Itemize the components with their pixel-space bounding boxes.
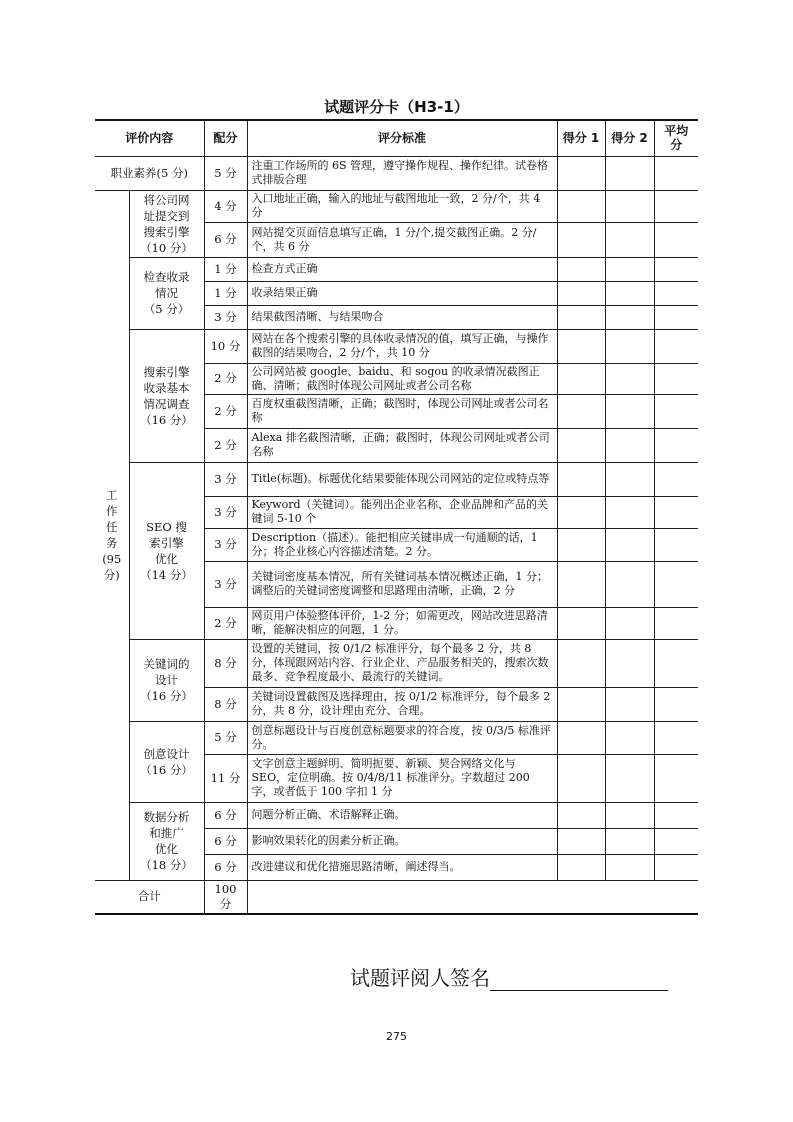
score1-cell[interactable] xyxy=(557,607,605,639)
score1-cell[interactable] xyxy=(557,639,605,687)
criteria-cell: 网站在各个搜索引擎的具体收录情况的值，填写正确，与操作截图的结果吻合，2 分/个，共 10 分 xyxy=(247,329,557,363)
average-cell[interactable] xyxy=(654,156,698,190)
points-cell: 1 分 xyxy=(204,281,247,305)
points-cell: 2 分 xyxy=(204,363,247,394)
average-cell[interactable] xyxy=(654,639,698,687)
score1-cell[interactable] xyxy=(557,754,605,802)
table-row xyxy=(95,329,698,363)
criteria-cell: 网页用户体验整体评价，1-2 分；如需更改，网站改进思路清晰，能解决相应的问题，1 分。 xyxy=(247,607,557,639)
criteria-cell: 创意标题设计与百度创意标题要求的符合度，按 0/3/5 标准评分。 xyxy=(247,721,557,754)
points-cell: 3 分 xyxy=(204,462,247,496)
score1-cell[interactable] xyxy=(557,561,605,607)
professional-label: 职业素养(5 分) xyxy=(95,156,204,190)
points-cell: 8 分 xyxy=(204,639,247,687)
criteria-cell: 改进建议和优化措施思路清晰，阐述得当。 xyxy=(247,854,557,880)
table-row xyxy=(95,802,698,828)
average-cell[interactable] xyxy=(654,462,698,496)
score2-cell[interactable] xyxy=(605,854,654,880)
table-row xyxy=(95,257,698,281)
average-cell[interactable] xyxy=(654,754,698,802)
score2-cell[interactable] xyxy=(605,363,654,394)
points-cell: 4 分 xyxy=(204,190,247,223)
signature-line xyxy=(350,962,668,991)
average-cell[interactable] xyxy=(654,802,698,828)
points-cell: 6 分 xyxy=(204,828,247,854)
average-cell[interactable] xyxy=(654,721,698,754)
average-cell[interactable] xyxy=(654,854,698,880)
score2-cell[interactable] xyxy=(605,828,654,854)
points-cell: 2 分 xyxy=(204,428,247,462)
points-cell: 10 分 xyxy=(204,329,247,363)
average-cell[interactable] xyxy=(654,607,698,639)
points-cell: 3 分 xyxy=(204,561,247,607)
task-group-label: 检查收录 情况 （5 分） xyxy=(129,257,204,329)
score2-cell[interactable] xyxy=(605,687,654,721)
score1-cell[interactable] xyxy=(557,462,605,496)
points-cell: 8 分 xyxy=(204,687,247,721)
score1-cell[interactable] xyxy=(557,854,605,880)
task-group-label: SEO 搜 索引擎 优化 （14 分） xyxy=(129,462,204,639)
score2-cell[interactable] xyxy=(605,329,654,363)
score2-cell[interactable] xyxy=(605,305,654,329)
total-blank-cell xyxy=(247,880,698,914)
header-criteria: 评分标准 xyxy=(247,120,557,156)
score1-cell[interactable] xyxy=(557,363,605,394)
table-row xyxy=(95,462,698,496)
criteria-cell: Alexa 排名截图清晰，正确；截图时，体现公司网址或者公司名称 xyxy=(247,428,557,462)
score2-cell[interactable] xyxy=(605,156,654,190)
points-cell: 6 分 xyxy=(204,223,247,257)
page-title: 试题评分卡（H3-1） xyxy=(324,98,469,116)
score2-cell[interactable] xyxy=(605,802,654,828)
scoring-table xyxy=(95,119,698,915)
score2-cell[interactable] xyxy=(605,561,654,607)
average-cell[interactable] xyxy=(654,496,698,528)
score1-cell[interactable] xyxy=(557,394,605,428)
score1-cell[interactable] xyxy=(557,828,605,854)
average-cell[interactable] xyxy=(654,428,698,462)
score1-cell[interactable] xyxy=(557,257,605,281)
average-cell[interactable] xyxy=(654,828,698,854)
points-cell: 6 分 xyxy=(204,854,247,880)
average-cell[interactable] xyxy=(654,190,698,223)
average-cell[interactable] xyxy=(654,394,698,428)
score2-cell[interactable] xyxy=(605,281,654,305)
points-cell: 6 分 xyxy=(204,802,247,828)
header-points: 配分 xyxy=(204,120,247,156)
task-group-label: 将公司网 址提交到 搜索引擎 （10 分） xyxy=(129,190,204,257)
total-points: 100 分 xyxy=(204,880,247,914)
score2-cell[interactable] xyxy=(605,754,654,802)
score1-cell[interactable] xyxy=(557,428,605,462)
criteria-cell: 文字创意主题鲜明、简明扼要、新颖、契合网络文化与 SEO，定位明确。按 0/4/8/11 标准评分。字数超过 200 字，或者低于 100 字扣 1 分 xyxy=(247,754,557,802)
task-section-label: 工 作 任 务 (95 分) xyxy=(95,190,129,880)
table-row xyxy=(95,190,698,223)
page-number: 275 xyxy=(386,1030,407,1043)
criteria-cell: Keyword（关键词）。能列出企业名称、企业品牌和产品的关键词 5-10 个 xyxy=(247,496,557,528)
score2-cell[interactable] xyxy=(605,223,654,257)
score1-cell[interactable] xyxy=(557,496,605,528)
score1-cell[interactable] xyxy=(557,329,605,363)
score1-cell[interactable] xyxy=(557,305,605,329)
criteria-cell: 设置的关键词，按 0/1/2 标准评分，每个最多 2 分，共 8 分，体现跟网站内容、行业企业、产品服务相关的，搜索次数最多、竞争程度最小、最流行的关键词。 xyxy=(247,639,557,687)
criteria-cell: 收录结果正确 xyxy=(247,281,557,305)
table-row xyxy=(95,639,698,687)
score1-cell[interactable] xyxy=(557,156,605,190)
score2-cell[interactable] xyxy=(605,428,654,462)
score2-cell[interactable] xyxy=(605,528,654,561)
average-cell[interactable] xyxy=(654,528,698,561)
header-score1: 得分 1 xyxy=(557,120,605,156)
average-cell[interactable] xyxy=(654,281,698,305)
score2-cell[interactable] xyxy=(605,607,654,639)
total-label: 合计 xyxy=(95,880,204,914)
score1-cell[interactable] xyxy=(557,223,605,257)
score2-cell[interactable] xyxy=(605,394,654,428)
header-average: 平均 分 xyxy=(654,120,698,156)
table-body xyxy=(95,156,698,914)
criteria-cell: 公司网站被 google、baidu、和 sogou 的收录情况截图正确、清晰；截图时体现公司网址或者公司名称 xyxy=(247,363,557,394)
score2-cell[interactable] xyxy=(605,496,654,528)
criteria-cell: 问题分析正确、术语解释正确。 xyxy=(247,802,557,828)
criteria-cell: 关键词密度基本情况，所有关键词基本情况概述正确，1 分；调整后的关键词密度调整和思路理由清晰，正确，2 分 xyxy=(247,561,557,607)
total-row xyxy=(95,880,698,914)
table-row xyxy=(95,721,698,754)
points-cell: 2 分 xyxy=(204,607,247,639)
score1-cell[interactable] xyxy=(557,687,605,721)
criteria-cell: 影响效果转化的因素分析正确。 xyxy=(247,828,557,854)
points-cell: 5 分 xyxy=(204,721,247,754)
criteria-cell: Title(标题)。标题优化结果要能体现公司网站的定位或特点等 xyxy=(247,462,557,496)
points-cell: 3 分 xyxy=(204,305,247,329)
criteria-cell: 检查方式正确 xyxy=(247,257,557,281)
average-cell[interactable] xyxy=(654,223,698,257)
signature-label: 试题评阅人签名 xyxy=(350,966,490,990)
score2-cell[interactable] xyxy=(605,721,654,754)
score1-cell[interactable] xyxy=(557,721,605,754)
points-cell: 5 分 xyxy=(204,156,247,190)
score1-cell[interactable] xyxy=(557,802,605,828)
points-cell: 1 分 xyxy=(204,257,247,281)
points-cell: 3 分 xyxy=(204,496,247,528)
score2-cell[interactable] xyxy=(605,190,654,223)
score1-cell[interactable] xyxy=(557,528,605,561)
header-score2: 得分 2 xyxy=(605,120,654,156)
task-group-label: 关键词的 设计 （16 分） xyxy=(129,639,204,721)
criteria-cell: 结果截图清晰、与结果吻合 xyxy=(247,305,557,329)
average-cell[interactable] xyxy=(654,687,698,721)
criteria-cell: 百度权重截图清晰，正确；截图时，体现公司网址或者公司名称 xyxy=(247,394,557,428)
table-header-row xyxy=(95,120,698,156)
average-cell[interactable] xyxy=(654,305,698,329)
score2-cell[interactable] xyxy=(605,639,654,687)
average-cell[interactable] xyxy=(654,561,698,607)
score2-cell[interactable] xyxy=(605,257,654,281)
criteria-cell: Description（描述）。能把相应关键串成一句通顺的话，1 分；将企业核心内容描述清楚。2 分。 xyxy=(247,528,557,561)
header-content: 评价内容 xyxy=(95,120,204,156)
average-cell[interactable] xyxy=(654,363,698,394)
points-cell: 11 分 xyxy=(204,754,247,802)
criteria-cell: 注重工作场所的 6S 管理，遵守操作规程、操作纪律。试卷格式排版合理 xyxy=(247,156,557,190)
task-group-label: 搜索引擎 收录基本 情况调查 （16 分） xyxy=(129,329,204,462)
task-group-label: 数据分析 和推广 优化 （18 分） xyxy=(129,802,204,880)
criteria-cell: 关键词设置截图及选择理由，按 0/1/2 标准评分，每个最多 2 分，共 8 分，设计理由充分、合理。 xyxy=(247,687,557,721)
points-cell: 3 分 xyxy=(204,528,247,561)
signature-blank[interactable] xyxy=(490,970,668,991)
table-row xyxy=(95,156,698,190)
score2-cell[interactable] xyxy=(605,462,654,496)
average-cell[interactable] xyxy=(654,257,698,281)
task-group-label: 创意设计 （16 分） xyxy=(129,721,204,802)
criteria-cell: 网站提交页面信息填写正确，1 分/个,提交截图正确。2 分/个，共 6 分 xyxy=(247,223,557,257)
criteria-cell: 入口地址正确，输入的地址与截图地址一致，2 分/个，共 4 分 xyxy=(247,190,557,223)
score1-cell[interactable] xyxy=(557,190,605,223)
average-cell[interactable] xyxy=(654,329,698,363)
score1-cell[interactable] xyxy=(557,281,605,305)
points-cell: 2 分 xyxy=(204,394,247,428)
